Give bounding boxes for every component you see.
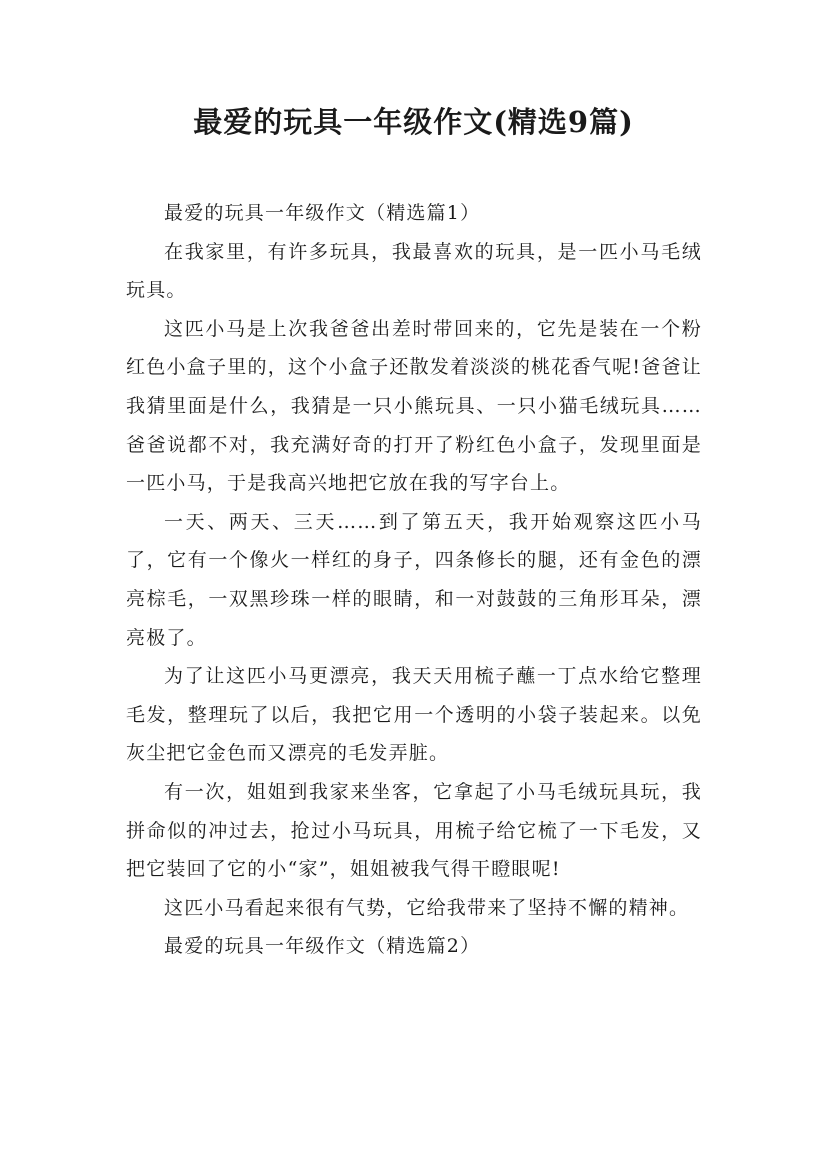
section-heading-1: 最爱的玩具一年级作文（精选篇1） [164, 202, 481, 224]
paragraph: 为了让这匹小马更漂亮，我天天用梳子蘸一丁点水给它整理毛发，整理玩了以后，我把它用一个透明的小袋子装起来。以免灰尘把它金色而又漂亮的毛发弄脏。 [126, 665, 702, 765]
paragraph: 一天、两天、三天……到了第五天，我开始观察这匹小马了，它有一个像火一样红的身子，四条修长的腿，还有金色的漂亮棕毛，一双黑珍珠一样的眼睛，和一对鼓鼓的三角形耳朵，漂亮极了。 [126, 510, 702, 649]
paragraph: 在我家里，有许多玩具，我最喜欢的玩具，是一匹小马毛绒玩具。 [126, 240, 702, 302]
paragraph: 这匹小马看起来很有气势，它给我带来了坚持不懈的精神。 [164, 896, 690, 919]
document-body [126, 194, 702, 966]
paragraph: 这匹小马是上次我爸爸出差时带回来的，它先是装在一个粉红色小盒子里的，这个小盒子还散发着淡淡的桃花香气呢!爸爸让我猜里面是什么，我猜是一只小熊玩具、一只小猫毛绒玩具……爸爸说都不对，我充满好奇的打开了粉红色小盒子，发现里面是一匹小马，于是我高兴地把它放在我的写字台上。 [126, 317, 702, 495]
section-heading-2: 最爱的玩具一年级作文（精选篇2） [164, 935, 481, 958]
paragraph: 有一次，姐姐到我家来坐客，它拿起了小马毛绒玩具玩，我拼命似的冲过去，抢过小马玩具，用梳子给它梳了一下毛发，又把它装回了它的小“家”，姐姐被我气得干瞪眼呢! [126, 780, 702, 881]
document-title: 最爱的玩具一年级作文(精选9篇) [193, 105, 634, 139]
